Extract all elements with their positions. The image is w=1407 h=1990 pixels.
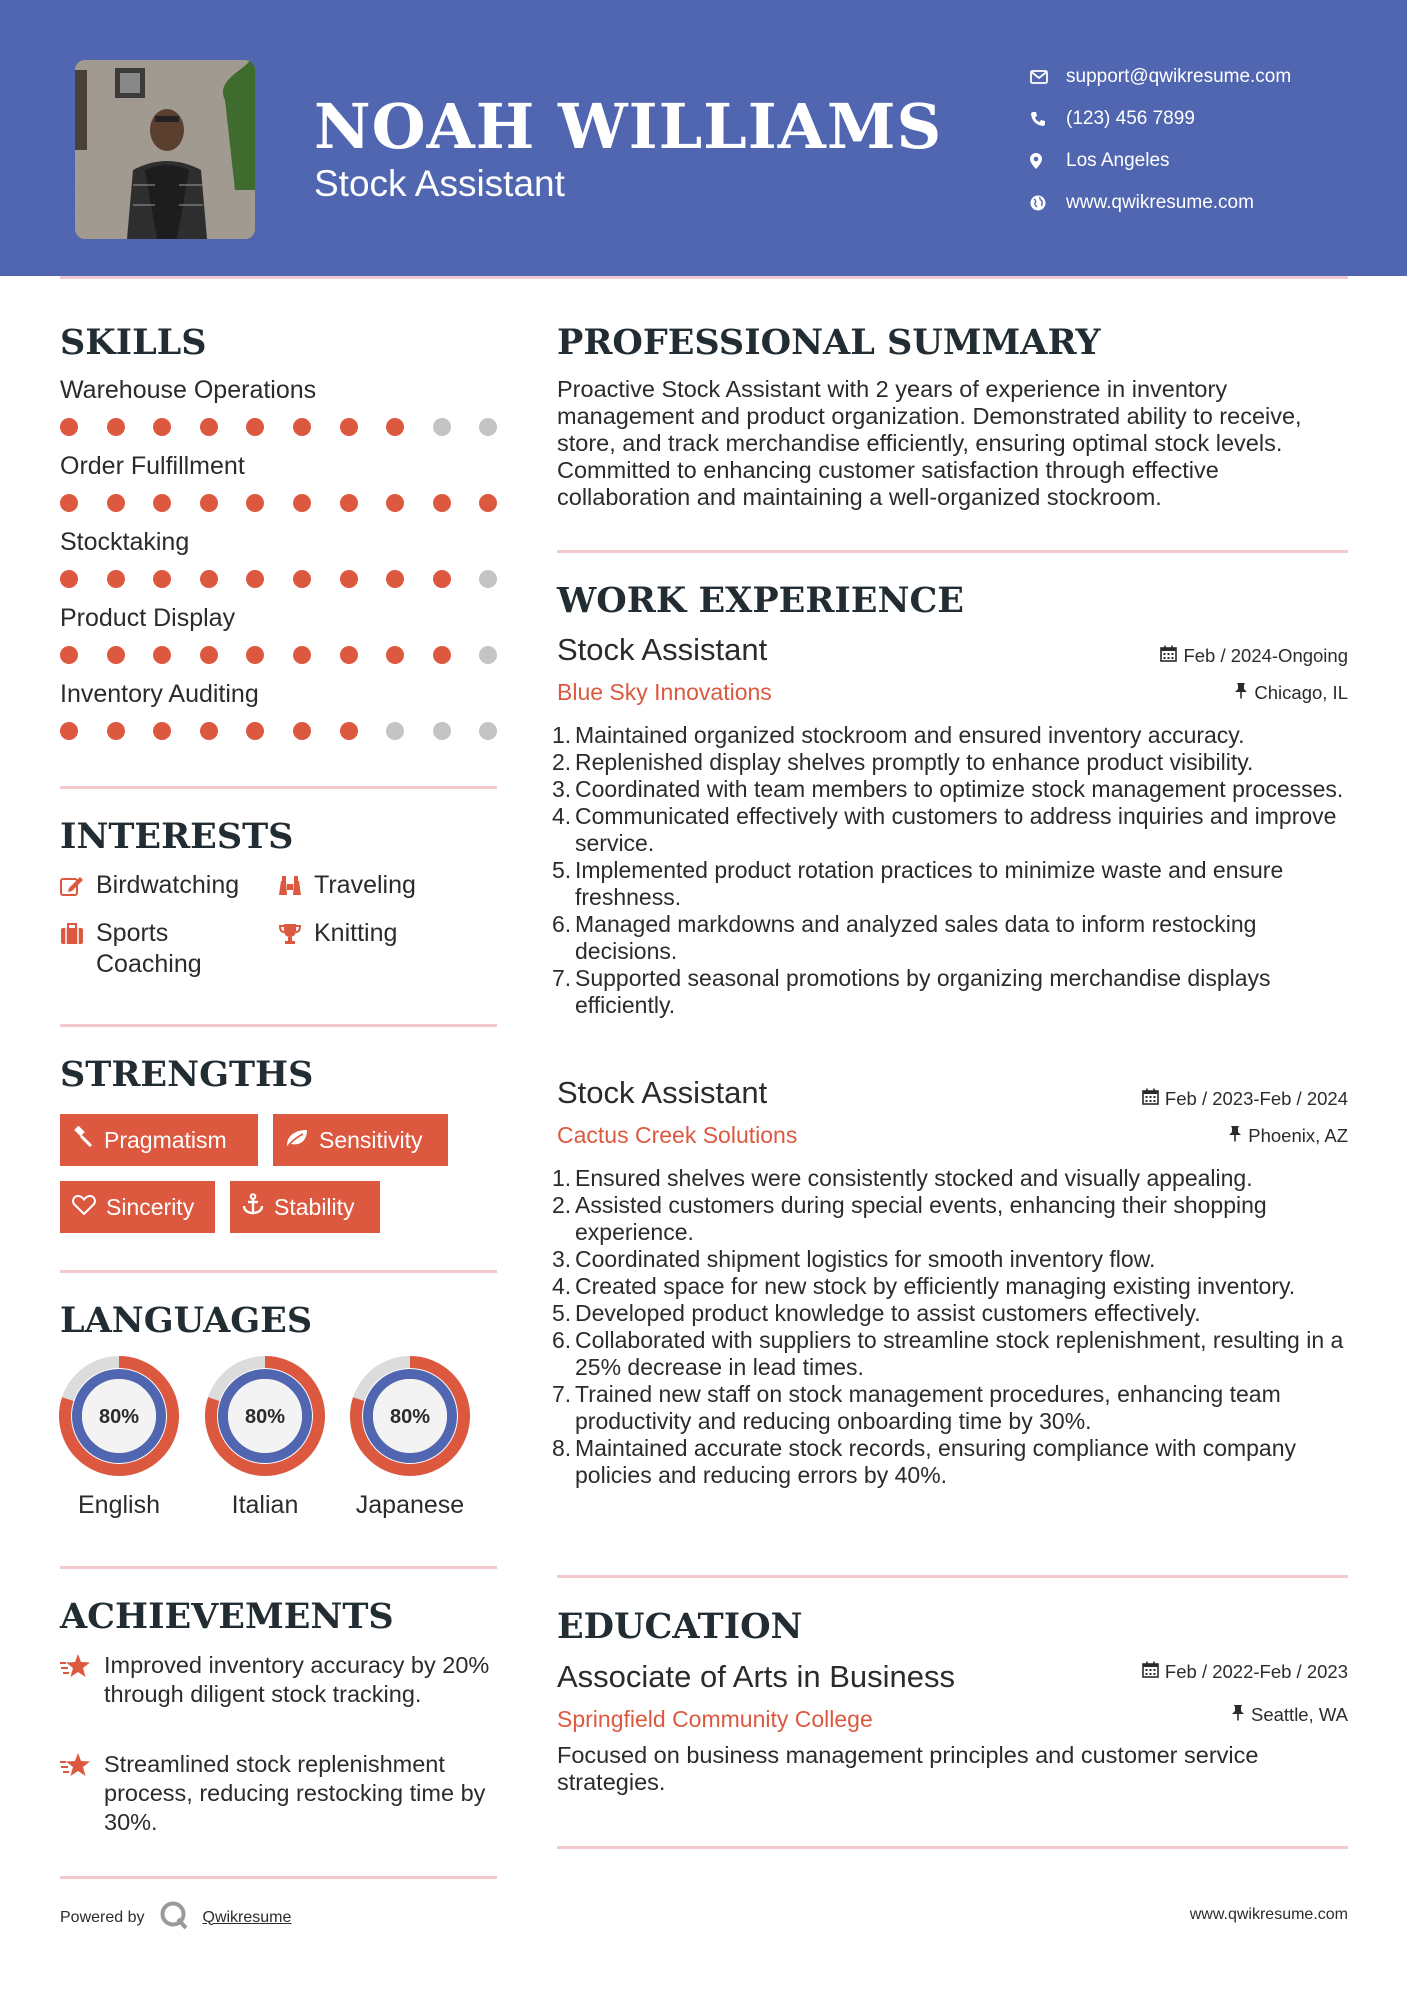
rating-dot-filled	[433, 646, 451, 664]
rating-dot-filled	[107, 646, 125, 664]
summary-text: Proactive Stock Assistant with 2 years of experience in inventory management and product organization. Demonstrated ability to receive, store, and track merchandise efficiently, ensuring optimal stock levels. Committed to enhancing customer satisfaction through effective collaboration and maintaining a well-organized stockroom.	[557, 376, 1302, 510]
star-icon	[60, 1750, 104, 1837]
map-pin-icon	[1030, 153, 1066, 169]
section-divider	[60, 1270, 497, 1273]
binoculars-icon	[278, 870, 314, 905]
contact-website-text: www.qwikresume.com	[1066, 192, 1254, 213]
work-heading: WORK EXPERIENCE	[557, 580, 964, 621]
rating-dot-empty	[479, 418, 497, 436]
heart-icon	[72, 1194, 96, 1221]
job-bullet: 3. Coordinated with team members to optimize stock management processes.	[552, 776, 1344, 802]
rating-dot-filled	[200, 646, 218, 664]
language-percent: 80%	[389, 1406, 431, 1428]
rating-dot-filled	[293, 494, 311, 512]
gavel-icon	[72, 1126, 94, 1154]
achievement-item: Improved inventory accuracy by 20% through diligent stock tracking.	[60, 1651, 500, 1709]
powered-by-label: Powered by	[60, 1908, 145, 1926]
job-location: Phoenix, AZ	[1228, 1125, 1348, 1147]
rating-dot-filled	[60, 722, 78, 740]
interest-item: Knitting	[278, 918, 478, 953]
briefcase-icon	[60, 918, 96, 953]
language-ring	[59, 1356, 179, 1476]
section-divider	[557, 1846, 1348, 1849]
language-ring	[205, 1356, 325, 1476]
calendar-icon	[1142, 1088, 1159, 1110]
rating-dot-filled	[200, 494, 218, 512]
rating-dot-filled	[200, 570, 218, 588]
edit-icon	[60, 870, 96, 905]
education-description: Focused on business management principles and customer service strategies.	[557, 1742, 1259, 1795]
skill-name: Product Display	[60, 604, 236, 632]
globe-icon	[1030, 195, 1066, 211]
strength-tag: Sincerity	[60, 1181, 215, 1233]
education-heading: EDUCATION	[557, 1606, 803, 1647]
company-name: Blue Sky Innovations	[557, 679, 772, 705]
interest-item: Sports Coaching	[60, 918, 260, 980]
footer-url[interactable]: www.qwikresume.com	[1189, 1906, 1348, 1923]
job-bullet: 6. Collaborated with suppliers to streamline stock replenishment, resulting in a 25% decrease in lead times.	[552, 1327, 1344, 1380]
job-bullet: 5. Implemented product rotation practices to minimize waste and ensure freshness.	[552, 857, 1284, 910]
rating-dot-filled	[153, 418, 171, 436]
contact-email-text: support@qwikresume.com	[1066, 66, 1292, 87]
skill-name: Order Fulfillment	[60, 452, 245, 480]
contact-list	[1030, 56, 1291, 224]
skill-rating	[60, 722, 526, 740]
section-divider	[60, 1024, 497, 1027]
section-divider	[60, 1876, 497, 1879]
candidate-title: Stock Assistant	[314, 163, 565, 204]
education-dates: Feb / 2022-Feb / 2023	[1142, 1661, 1348, 1683]
rating-dot-empty	[479, 570, 497, 588]
degree-title: Associate of Arts in Business	[557, 1659, 956, 1694]
footer-powered-by	[60, 1900, 291, 1935]
language-percent: 80%	[244, 1406, 286, 1428]
pushpin-icon	[1228, 1125, 1242, 1147]
strength-tag: Stability	[230, 1181, 380, 1233]
job-bullet: 1. Ensured shelves were consistently stocked and visually appealing.	[552, 1165, 1253, 1191]
interest-item: Birdwatching	[60, 870, 280, 905]
language-ring	[350, 1356, 470, 1476]
rating-dot-filled	[340, 722, 358, 740]
job-title: Stock Assistant	[557, 1075, 768, 1110]
rating-dot-filled	[200, 722, 218, 740]
contact-location	[1030, 140, 1291, 182]
rating-dot-filled	[246, 722, 264, 740]
rating-dot-filled	[107, 722, 125, 740]
star-icon	[60, 1651, 104, 1709]
rating-dot-filled	[246, 570, 264, 588]
contact-email[interactable]	[1030, 56, 1291, 98]
strengths-heading: STRENGTHS	[60, 1054, 314, 1095]
rating-dot-filled	[153, 570, 171, 588]
rating-dot-filled	[340, 570, 358, 588]
envelope-icon	[1030, 70, 1066, 84]
rating-dot-filled	[107, 570, 125, 588]
job-bullet: 5. Developed product knowledge to assist customers effectively.	[552, 1300, 1201, 1326]
language-item	[59, 1356, 179, 1520]
rating-dot-empty	[479, 722, 497, 740]
rating-dot-filled	[200, 418, 218, 436]
language-name: Japanese	[355, 1491, 465, 1519]
rating-dot-filled	[153, 494, 171, 512]
job-bullet: 4. Communicated effectively with customers to address inquiries and improve service.	[552, 803, 1337, 856]
rating-dot-filled	[153, 722, 171, 740]
rating-dot-filled	[60, 418, 78, 436]
achievements-heading: ACHIEVEMENTS	[60, 1596, 394, 1637]
rating-dot-filled	[153, 646, 171, 664]
contact-phone-text: (123) 456 7899	[1066, 108, 1195, 129]
rating-dot-filled	[60, 494, 78, 512]
rating-dot-filled	[386, 646, 404, 664]
candidate-name: NOAH WILLIAMS	[314, 90, 943, 163]
rating-dot-filled	[246, 646, 264, 664]
language-name: Italian	[231, 1491, 299, 1519]
education-location: Seattle, WA	[1231, 1704, 1348, 1726]
skills-heading: SKILLS	[60, 322, 207, 363]
rating-dot-filled	[293, 418, 311, 436]
phone-icon	[1030, 111, 1066, 127]
profile-photo	[75, 60, 255, 239]
contact-phone[interactable]	[1030, 98, 1291, 140]
rating-dot-filled	[479, 494, 497, 512]
skill-name: Stocktaking	[60, 528, 190, 556]
skill-rating	[60, 494, 526, 512]
job-bullets	[552, 1165, 1357, 1489]
section-divider	[557, 1575, 1348, 1578]
job-bullet: 6. Managed markdowns and analyzed sales data to inform restocking decisions.	[552, 911, 1257, 964]
rating-dot-empty	[433, 722, 451, 740]
language-name: English	[78, 1491, 160, 1519]
company-name: Cactus Creek Solutions	[557, 1122, 798, 1148]
skill-name: Warehouse Operations	[60, 376, 317, 404]
job-dates: Feb / 2023-Feb / 2024	[1142, 1088, 1348, 1110]
skill-rating	[60, 418, 526, 436]
job-bullet: 2. Assisted customers during special events, enhancing their shopping experience.	[552, 1192, 1267, 1245]
job-bullet: 1. Maintained organized stockroom and ensured inventory accuracy.	[552, 722, 1245, 748]
pushpin-icon	[1231, 1704, 1245, 1726]
language-item	[205, 1356, 325, 1520]
contact-website[interactable]	[1030, 182, 1291, 224]
calendar-icon	[1142, 1661, 1159, 1683]
pushpin-icon	[1234, 682, 1248, 704]
rating-dot-empty	[386, 722, 404, 740]
rating-dot-empty	[433, 418, 451, 436]
rating-dot-filled	[107, 494, 125, 512]
contact-location-text: Los Angeles	[1066, 150, 1170, 171]
strength-tag: Sensitivity	[273, 1114, 448, 1166]
rating-dot-empty	[479, 646, 497, 664]
rating-dot-filled	[293, 570, 311, 588]
rating-dot-filled	[60, 570, 78, 588]
rating-dot-filled	[386, 570, 404, 588]
rating-dot-filled	[107, 418, 125, 436]
school-name: Springfield Community College	[557, 1706, 873, 1732]
section-divider	[557, 550, 1348, 553]
rating-dot-filled	[60, 646, 78, 664]
skill-rating	[60, 570, 526, 588]
anchor-icon	[242, 1193, 264, 1221]
language-percent: 80%	[98, 1406, 140, 1428]
language-item	[350, 1356, 470, 1520]
achievement-item: Streamlined stock replenishment process, reducing restocking time by 30%.	[60, 1750, 500, 1837]
section-divider	[60, 1566, 497, 1569]
rating-dot-filled	[386, 418, 404, 436]
calendar-icon	[1160, 645, 1177, 667]
strength-tag: Pragmatism	[60, 1114, 258, 1166]
rating-dot-filled	[340, 418, 358, 436]
job-bullet: 2. Replenished display shelves promptly to enhance product visibility.	[552, 749, 1254, 775]
rating-dot-filled	[246, 494, 264, 512]
qwikresume-logo-icon	[159, 1900, 189, 1935]
job-bullet: 8. Maintained accurate stock records, ensuring compliance with company policies and reducing errors by 40%.	[552, 1435, 1297, 1488]
interests-heading: INTERESTS	[60, 816, 294, 857]
rating-dot-filled	[433, 570, 451, 588]
resume-header	[0, 0, 1407, 276]
rating-dot-filled	[293, 722, 311, 740]
leaf-icon	[285, 1127, 309, 1154]
job-dates: Feb / 2024-Ongoing	[1160, 645, 1348, 667]
qwikresume-link[interactable]: Qwikresume	[202, 1908, 292, 1926]
job-location: Chicago, IL	[1234, 682, 1348, 704]
rating-dot-filled	[293, 646, 311, 664]
rating-dot-filled	[386, 494, 404, 512]
skill-rating	[60, 646, 526, 664]
job-bullet: 4. Created space for new stock by efficiently managing existing inventory.	[552, 1273, 1296, 1299]
header-divider	[60, 276, 1348, 279]
rating-dot-filled	[433, 494, 451, 512]
summary-heading: PROFESSIONAL SUMMARY	[557, 322, 1101, 363]
job-bullet: 7. Supported seasonal promotions by organizing merchandise displays efficiently.	[552, 965, 1271, 1018]
section-divider	[60, 786, 497, 789]
interest-item: Traveling	[278, 870, 478, 905]
rating-dot-filled	[340, 494, 358, 512]
job-bullet: 7. Trained new staff on stock management procedures, enhancing team productivity and reducing onboarding time by 30%.	[552, 1381, 1281, 1434]
rating-dot-filled	[246, 418, 264, 436]
rating-dot-filled	[340, 646, 358, 664]
job-bullet: 3. Coordinated shipment logistics for smooth inventory flow.	[552, 1246, 1156, 1272]
job-title: Stock Assistant	[557, 632, 768, 667]
trophy-icon	[278, 918, 314, 953]
skill-name: Inventory Auditing	[60, 680, 259, 708]
languages-heading: LANGUAGES	[60, 1300, 313, 1341]
job-bullets	[552, 722, 1357, 1019]
